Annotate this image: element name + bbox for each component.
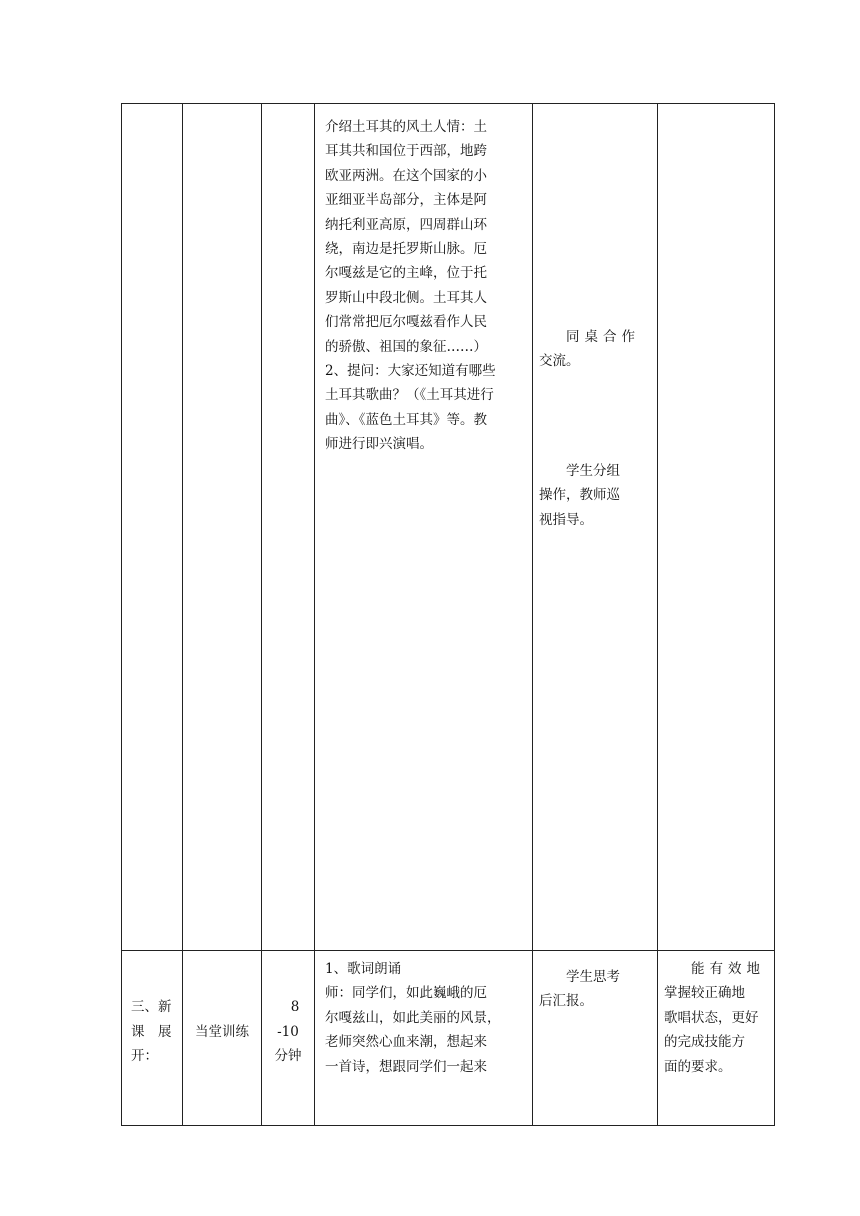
content-line: 土耳其歌曲？（《土耳其进行 (325, 387, 494, 404)
student-text-line: 视指导。 (539, 511, 593, 528)
stage-cell (122, 104, 183, 951)
time-cell (262, 104, 315, 951)
content-line: 2、提问：大家还知道有哪些 (325, 363, 496, 380)
content-line: 绕，南边是托罗斯山脉。厄 (325, 241, 487, 258)
student-activity-cell (533, 951, 658, 1126)
goal-line: 能有效地 (691, 961, 765, 977)
table-row (122, 951, 775, 1126)
student-text-line: 交流。 (539, 353, 580, 370)
content-line: 们常常把厄尔嘎兹看作人民 (325, 314, 487, 331)
goal-line: 的完成技能方 (664, 1034, 745, 1051)
content-line: 师进行即兴演唱。 (325, 436, 433, 453)
stage-cell (122, 951, 183, 1126)
time-cell (262, 951, 315, 1126)
lesson-plan-table (121, 103, 775, 1126)
stage-line: 三、新 (131, 999, 172, 1016)
content-line: 耳其共和国位于西部，地跨 (325, 143, 487, 160)
time-line: 分钟 (274, 1048, 302, 1065)
content-line: 尔嘎兹山，如此美丽的风景， (325, 1009, 501, 1026)
goal-cell (658, 951, 775, 1126)
content-line: 老师突然心血来潮，想起来 (325, 1034, 487, 1051)
content-line: 亚细亚半岛部分，主体是阿 (325, 192, 487, 209)
table-row (122, 104, 775, 951)
student-activity-cell (533, 104, 658, 951)
time-line: 8 (290, 999, 300, 1016)
content-line: 纳托利亚高原，四周群山环 (325, 216, 487, 233)
activity-cell (183, 104, 262, 951)
stage-line: 课 展 (131, 1023, 172, 1040)
student-text-line: 后汇报。 (539, 993, 593, 1010)
activity-cell (183, 951, 262, 1126)
content-line: 的骄傲、祖国的象征……） (325, 338, 487, 355)
goal-line: 歌唱状态，更好 (664, 1009, 759, 1026)
content-line: 介绍土耳其的风土人情：土 (325, 119, 487, 135)
teacher-activity-cell (315, 951, 533, 1126)
goal-line: 面的要求。 (664, 1058, 732, 1075)
student-text-line: 学生思考 (566, 969, 620, 985)
content-line: 一首诗，想跟同学们一起来 (325, 1058, 487, 1075)
content-line: 曲》、《蓝色土耳其》等。教 (325, 411, 487, 428)
student-text-line: 操作，教师巡 (539, 487, 620, 504)
stage-line: 开： (131, 1048, 158, 1065)
student-text-line: 学生分组 (566, 462, 620, 479)
content-line: 罗斯山中段北侧。土耳其人 (325, 289, 487, 306)
student-text-line: 同桌合作 (566, 329, 640, 345)
activity-label: 当堂训练 (195, 1023, 249, 1040)
content-line: 尔嘎兹是它的主峰，位于托 (325, 265, 487, 282)
teacher-activity-cell (315, 104, 533, 951)
goal-line: 掌握较正确地 (664, 985, 745, 1002)
content-line: 欧亚两洲。在这个国家的小 (325, 167, 487, 184)
time-line: -10 (277, 1023, 299, 1040)
content-line: 1、歌词朗诵 (325, 961, 402, 977)
goal-cell (658, 104, 775, 951)
content-line: 师：同学们，如此巍峨的厄 (325, 985, 487, 1002)
